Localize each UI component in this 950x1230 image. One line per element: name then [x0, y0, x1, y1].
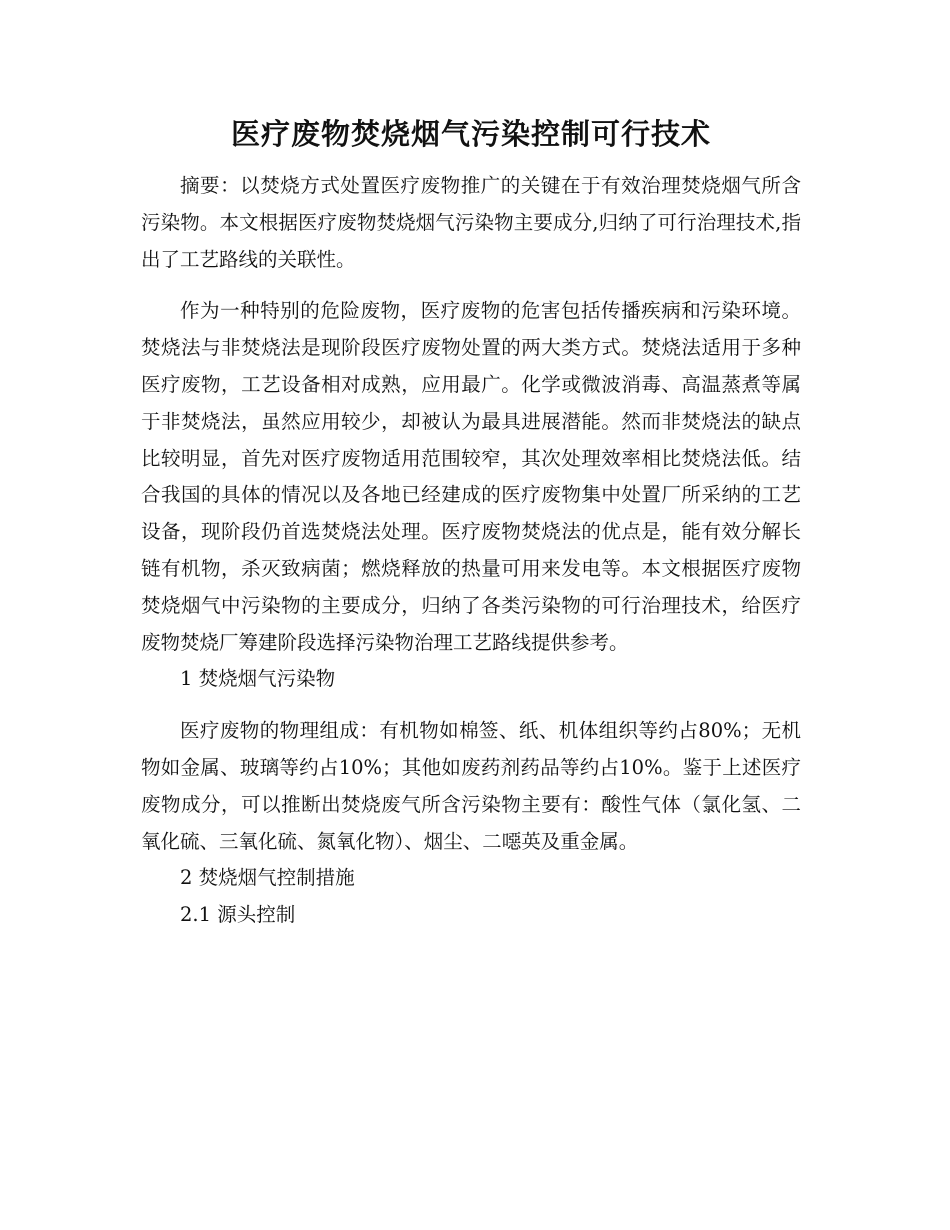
abstract-paragraph: 摘要：以焚烧方式处置医疗废物推广的关键在于有效治理焚烧烟气所含污染物。本文根据医疗废物焚烧烟气污染物主要成分,归纳了可行治理技术,指出了工艺路线的关联性。 [141, 174, 801, 271]
section-2-1-heading: 2.1 源头控制 [180, 903, 296, 927]
intro-paragraph: 作为一种特别的危险废物，医疗废物的危害包括传播疾病和污染环境。焚烧法与非焚烧法是现阶段医疗废物处置的两大类方式。焚烧法适用于多种医疗废物，工艺设备相对成熟，应用最广。化学或微波消毒、高温蒸煮等属于非焚烧法，虽然应用较少，却被认为最具进展潜能。然而非焚烧法的缺点比较明显，首先对医疗废物适用范围较窄，其次处理效率相比焚烧法低。结合我国的具体的情况以及各地已经建成的医疗废物集中处置厂所采纳的工艺设备，现阶段仍首选焚烧法处理。医疗废物焚烧法的优点是，能有效分解长链有机物，杀灭致病菌；燃烧释放的热量可用来发电等。本文根据医疗废物焚烧烟气中污染物的主要成分，归纳了各类污染物的可行治理技术，给医疗废物焚烧厂筹建阶段选择污染物治理工艺路线提供参考。 [141, 299, 801, 654]
document-page [141, 108, 801, 934]
document-title: 医疗废物焚烧烟气污染控制可行技术 [230, 117, 711, 151]
section-2-heading: 2 焚烧烟气控制措施 [180, 866, 355, 890]
section-1-heading: 1 焚烧烟气污染物 [180, 667, 336, 691]
section-1-paragraph: 医疗废物的物理组成：有机物如棉签、纸、机体组织等约占80%；无机物如金属、玻璃等约占10%；其他如废药剂药品等约占10%。鉴于上述医疗废物成分，可以推断出焚烧废气所含污染物主要有：酸性气体（氯化氢、二氧化硫、三氧化硫、氮氧化物）、烟尘、二噁英及重金属。 [141, 719, 801, 853]
